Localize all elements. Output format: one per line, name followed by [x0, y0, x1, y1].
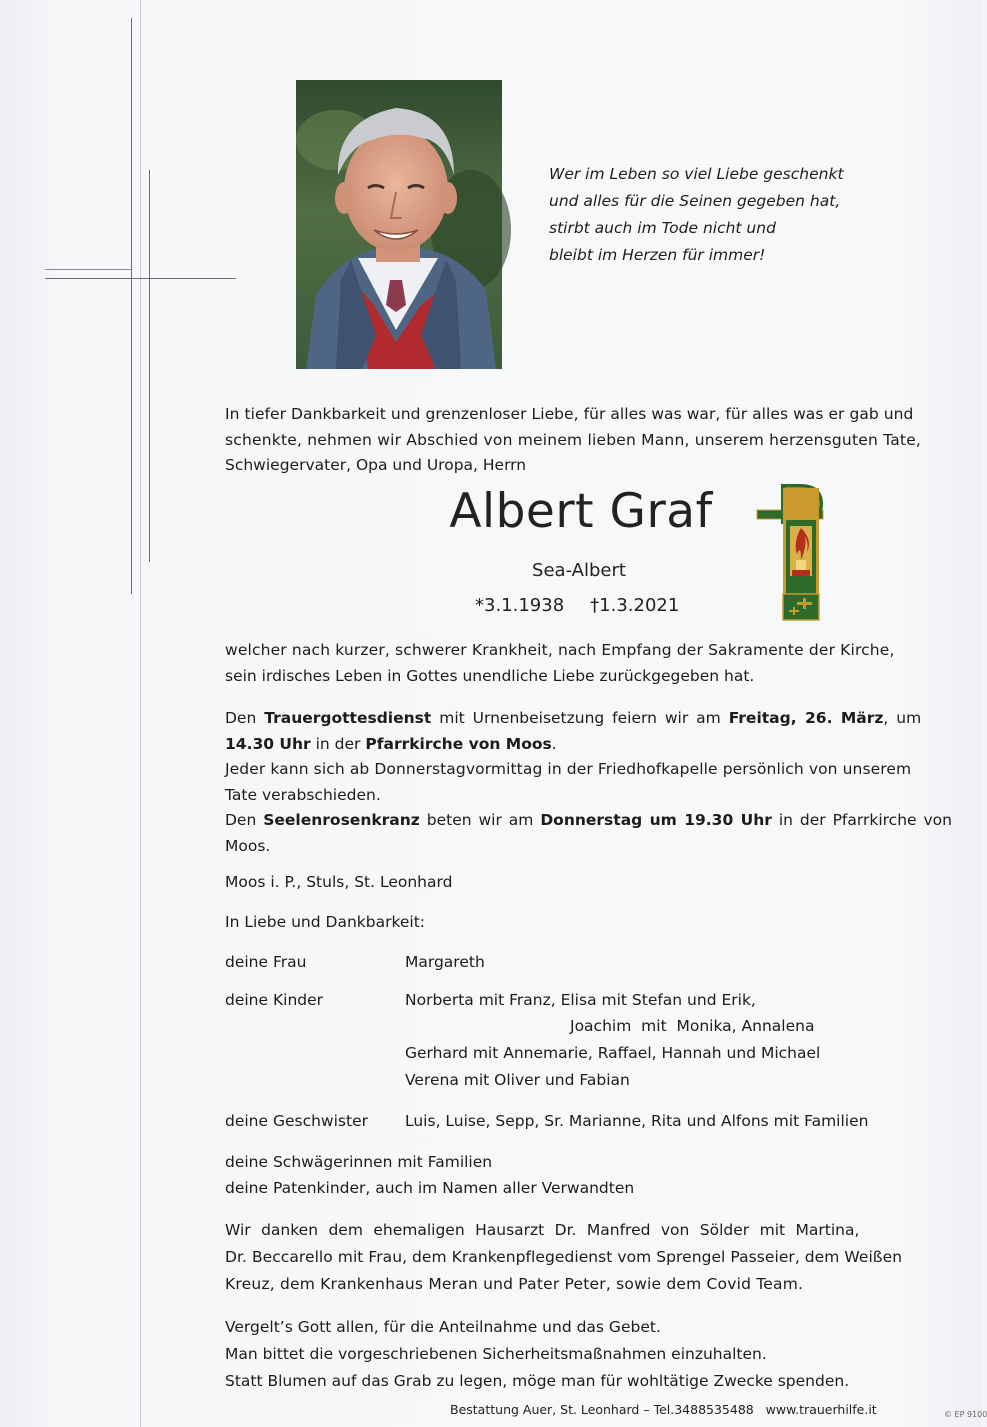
- thanks-line: Kreuz, dem Krankenhaus Meran und Pater Peter, sowie dem Covid Team.: [225, 1275, 804, 1293]
- service-line: Den Trauergottesdienst mit Urnenbeisetzung feiern wir am Freitag, 26. März, um: [225, 709, 922, 727]
- intro-line: Schwiegervater, Opa und Uropa, Herrn: [225, 456, 527, 474]
- family-value: Joachim mit Monika, Annalena: [570, 1017, 815, 1035]
- passing-line: sein irdisches Leben in Gottes unendliche Liebe zurückgegeben hat.: [225, 666, 755, 685]
- passing-paragraph: [225, 638, 935, 689]
- family-wife-row: [225, 949, 485, 976]
- family-value: Luis, Luise, Sepp, Sr. Marianne, Rita und Alfons mit Familien: [405, 1112, 869, 1130]
- service-place: Pfarrkirche von Moos: [365, 734, 552, 753]
- family-children-line: [405, 1067, 630, 1094]
- rosary-label: Seelenrosenkranz: [263, 811, 420, 829]
- family-label: deine Geschwister: [225, 1112, 368, 1130]
- places: Moos i. P., Stuls, St. Leonhard: [225, 873, 453, 891]
- print-code: © EP 9100: [944, 1410, 987, 1419]
- service-line: Jeder kann sich ab Donnerstagvormittag in der Friedhofkapelle persönlich von unserem: [225, 760, 912, 778]
- quote-line: und alles für die Seinen gegeben hat,: [549, 192, 841, 210]
- service-line: Tate verabschieden.: [225, 785, 381, 804]
- family-godchildren: deine Patenkinder, auch im Namen aller Verwandten: [225, 1179, 635, 1197]
- thanks-paragraph: [225, 1217, 935, 1298]
- intro-line: In tiefer Dankbarkeit und grenzenloser Liebe, für alles was war, für alles was er gab und: [225, 405, 914, 423]
- service-time: 14.30 Uhr: [225, 734, 311, 753]
- family-label: deine Frau: [225, 953, 307, 971]
- deceased-name: Albert Graf: [449, 484, 713, 539]
- passing-line: welcher nach kurzer, schwerer Krankheit, nach Empfang der Sakramente der Kirche,: [225, 641, 895, 659]
- deceased-nickname: Sea-Albert: [532, 560, 626, 581]
- closing-paragraph: [225, 1314, 935, 1395]
- family-value: Margareth: [405, 953, 485, 971]
- closing-line: Man bittet die vorgeschriebenen Sicherheitsmaßnahmen einzuhalten.: [225, 1345, 767, 1363]
- service-line: Moos.: [225, 836, 271, 855]
- service-type: Trauergottesdienst: [264, 709, 432, 727]
- closing-line: Vergelt’s Gott allen, für die Anteilnahme und das Gebet.: [225, 1318, 661, 1336]
- funeral-home-footer: Bestattung Auer, St. Leonhard – Tel.3488535488 www.trauerhilfe.it: [450, 1402, 877, 1417]
- family-value: Gerhard mit Annemarie, Raffael, Hannah und Michael: [405, 1044, 821, 1062]
- intro-paragraph: [225, 402, 935, 479]
- service-date: Freitag, 26. März: [728, 709, 884, 727]
- service-paragraph: [225, 706, 952, 859]
- death-date: †1.3.2021: [590, 595, 680, 616]
- service-line: 14.30 Uhr in der Pfarrkirche von Moos.: [225, 734, 557, 753]
- memorial-quote: [549, 161, 909, 269]
- quote-line: Wer im Leben so viel Liebe geschenkt: [549, 165, 844, 183]
- family-children-row: [225, 987, 756, 1014]
- family-in-laws: deine Schwägerinnen mit Familien: [225, 1153, 493, 1171]
- left-edge-line: [140, 0, 141, 1427]
- intro-line: schenkte, nehmen wir Abschied von meinem lieben Mann, unserem herzensguten Tate,: [225, 430, 922, 449]
- family-children-line: [570, 1013, 814, 1040]
- family-children-line: [405, 1040, 820, 1067]
- quote-line: stirbt auch im Tode nicht und: [549, 219, 776, 237]
- birth-date: *3.1.1938: [475, 595, 565, 616]
- gratitude-heading: In Liebe und Dankbarkeit:: [225, 913, 426, 931]
- family-label: deine Kinder: [225, 991, 324, 1009]
- life-dates: [475, 595, 679, 616]
- portrait-photo: [296, 80, 502, 369]
- family-value: Norberta mit Franz, Elisa mit Stefan und Erik,: [405, 991, 756, 1009]
- thanks-line: Wir danken dem ehemaligen Hausarzt Dr. Manfred von Sölder mit Martina,: [225, 1221, 860, 1239]
- thanks-line: Dr. Beccarello mit Frau, dem Krankenpflegedienst vom Sprengel Passeier, dem Weißen: [225, 1248, 903, 1266]
- service-line: Den Seelenrosenkranz beten wir am Donnerstag um 19.30 Uhr in der Pfarrkirche von: [225, 811, 952, 829]
- chi-rho-candle-emblem-icon: [757, 484, 823, 622]
- family-siblings-row: [225, 1108, 868, 1135]
- family-value: Verena mit Oliver und Fabian: [405, 1071, 630, 1089]
- quote-line: bleibt im Herzen für immer!: [549, 246, 766, 264]
- closing-line: Statt Blumen auf das Grab zu legen, möge man für wohltätige Zwecke spenden.: [225, 1372, 850, 1390]
- rosary-date: Donnerstag um 19.30 Uhr: [540, 811, 772, 829]
